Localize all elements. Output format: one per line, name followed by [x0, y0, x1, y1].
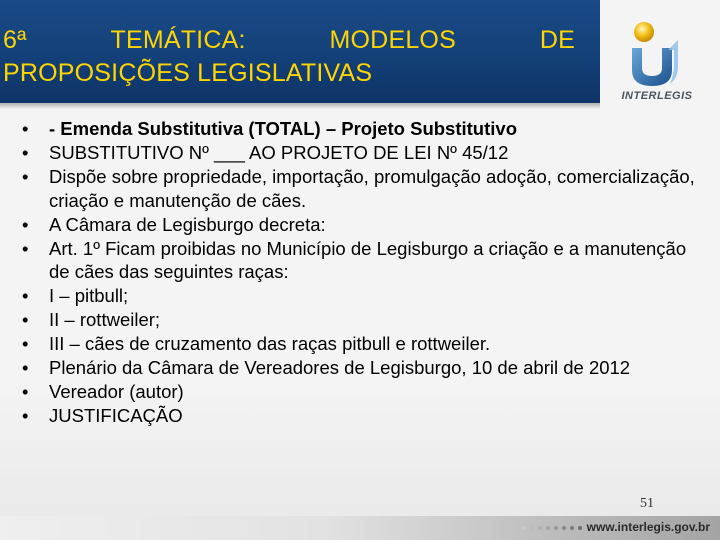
- bullet-item: [22, 380, 702, 404]
- bullet-dot: •: [22, 166, 29, 187]
- bullet-dot: •: [22, 118, 29, 139]
- bullet-dot: •: [22, 381, 29, 402]
- bullet-item: [22, 237, 702, 284]
- bullet-dot: •: [22, 213, 29, 235]
- bullet-text: - Emenda Substitutiva (TOTAL) – Projeto Substitutivo: [49, 118, 518, 139]
- bullet-item: [22, 332, 702, 356]
- bullet-text: III – cães de cruzamento das raças pitbull e rottweiler.: [49, 333, 491, 354]
- bullet-item: [22, 356, 702, 380]
- bullet-dot: •: [22, 237, 29, 259]
- bullet-dot: •: [22, 357, 29, 378]
- bullet-text: JUSTIFICAÇÃO: [49, 405, 183, 426]
- slide-title-line-2: PROPOSIÇÕES LEGISLATIVAS: [3, 59, 373, 87]
- bullet-text: Plenário da Câmara de Vereadores de Legisburgo, 10 de abril de 2012: [49, 357, 631, 378]
- bullet-text: Vereador (autor): [49, 381, 184, 402]
- footer-dots-decoration: [520, 524, 590, 532]
- bullet-dot: •: [22, 285, 29, 306]
- bullet-text: I – pitbull;: [49, 285, 129, 306]
- interlegis-logo: [614, 16, 700, 100]
- bullet-text: Art. 1º Ficam proibidas no Município de Legisburgo a criação e a manutenção de cães das seguintes raças:: [49, 237, 687, 282]
- logo-wordmark: INTERLEGIS: [621, 90, 693, 102]
- page-number: 51: [640, 496, 654, 511]
- bullet-item: [22, 404, 702, 428]
- title-word: DE: [539, 26, 575, 54]
- bullet-dot: •: [22, 405, 29, 426]
- footer-url: www.interlegis.gov.br: [586, 520, 710, 534]
- bullet-item: [22, 284, 702, 308]
- bullet-text: SUBSTITUTIVO Nº ___ AO PROJETO DE LEI Nº 45/12: [49, 142, 509, 163]
- interlegis-logo-icon: [614, 16, 700, 90]
- bullet-item: [22, 117, 702, 141]
- bullet-text: A Câmara de Legisburgo decreta:: [49, 213, 326, 235]
- title-banner-shadow: [0, 103, 600, 109]
- bullet-text: Dispõe sobre propriedade, importação, promulgação adoção, comercialização, criação e manutenção de cães.: [49, 166, 695, 211]
- bullet-item: [22, 165, 702, 212]
- title-word: 6ª: [3, 26, 27, 54]
- bullet-text: II – rottweiler;: [49, 309, 161, 330]
- bullet-dot: •: [22, 309, 29, 330]
- slide-title-line-1: [3, 26, 575, 55]
- footer-bar: [0, 516, 720, 540]
- bullet-item: [22, 141, 702, 165]
- title-word: TEMÁTICA:: [110, 26, 246, 54]
- title-word: MODELOS: [329, 26, 456, 54]
- bullet-item: [22, 308, 702, 332]
- bullet-list: [22, 117, 702, 428]
- bullet-item: [22, 213, 702, 237]
- bullet-dot: •: [22, 333, 29, 354]
- bullet-dot: •: [22, 142, 29, 163]
